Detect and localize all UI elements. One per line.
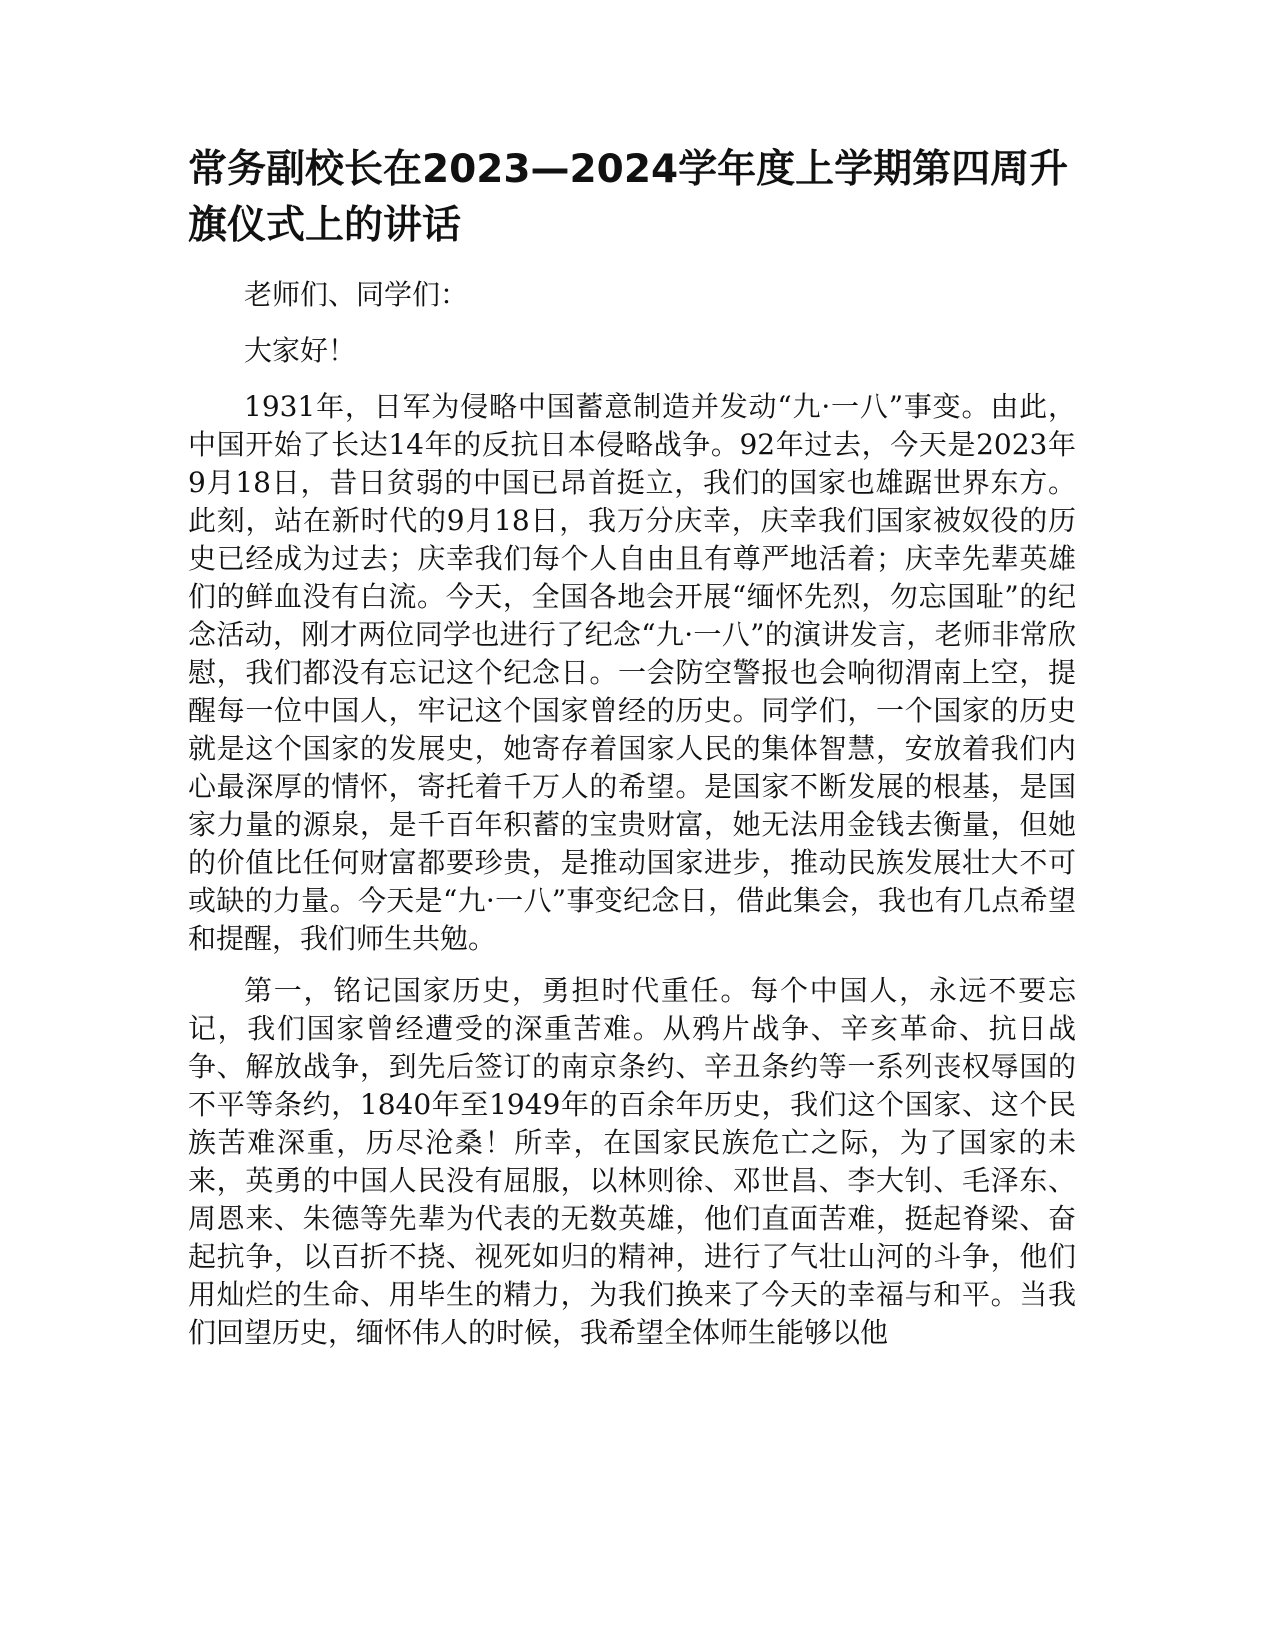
salutation: 老师们、同学们：: [244, 278, 469, 311]
paragraph-intro: 1931年，日军为侵略中国蓄意制造并发动“九·一八”事变。由此，中国开始了长达14年的反抗日本侵略战争。92年过去，今天是2023年9月18日，昔日贫弱的中国已昂首挺立，我们的国家也雄踞世界东方。此刻，站在新时代的9月18日，我万分庆幸，庆幸我们国家被奴役的历史已经成为过去；庆幸我们每个人自由且有尊严地活着；庆幸先辈英雄们的鲜血没有白流。今天，全国各地会开展“缅怀先烈，勿忘国耻”的纪念活动，刚才两位同学也进行了纪念“九·一八”的演讲发言，老师非常欣慰，我们都没有忘记这个纪念日。一会防空警报也会响彻渭南上空，提醒每一位中国人，牢记这个国家曾经的历史。同学们，一个国家的历史就是这个国家的发展史，她寄存着国家人民的集体智慧，安放着我们内心最深厚的情怀，寄托着千万人的希望。是国家不断发展的根基，是国家力量的源泉，是千百年积蓄的宝贵财富，她无法用金钱去衡量，但她的价值比任何财富都要珍贵，是推动国家进步，推动民族发展壮大不可或缺的力量。今天是“九·一八”事变纪念日，借此集会，我也有几点希望和提醒，我们师生共勉。: [188, 390, 1076, 955]
paragraph-first-point: 第一，铭记国家历史，勇担时代重任。每个中国人，永远不要忘记，我们国家曾经遭受的深重苦难。从鸦片战争、辛亥革命、抗日战争、解放战争，到先后签订的南京条约、辛丑条约等一系列丧权辱国的不平等条约，1840年至1949年的百余年历史，我们这个国家、这个民族苦难深重，历尽沧桑！所幸，在国家民族危亡之际，为了国家的未来，英勇的中国人民没有屈服，以林则徐、邓世昌、李大钊、毛泽东、周恩来、朱德等先辈为代表的无数英雄，他们直面苦难，挺起脊梁、奋起抗争，以百折不挠、视死如归的精神，进行了气壮山河的斗争，他们用灿烂的生命、用毕生的精力，为我们换来了今天的幸福与和平。当我们回望历史，缅怀伟人的时候，我希望全体师生能够以他: [188, 974, 1076, 1349]
document-title: 常务副校长在2023—2024学年度上学期第四周升旗仪式上的讲话: [188, 147, 1069, 248]
greeting: 大家好！: [244, 334, 357, 367]
document-body: [188, 142, 1076, 1366]
